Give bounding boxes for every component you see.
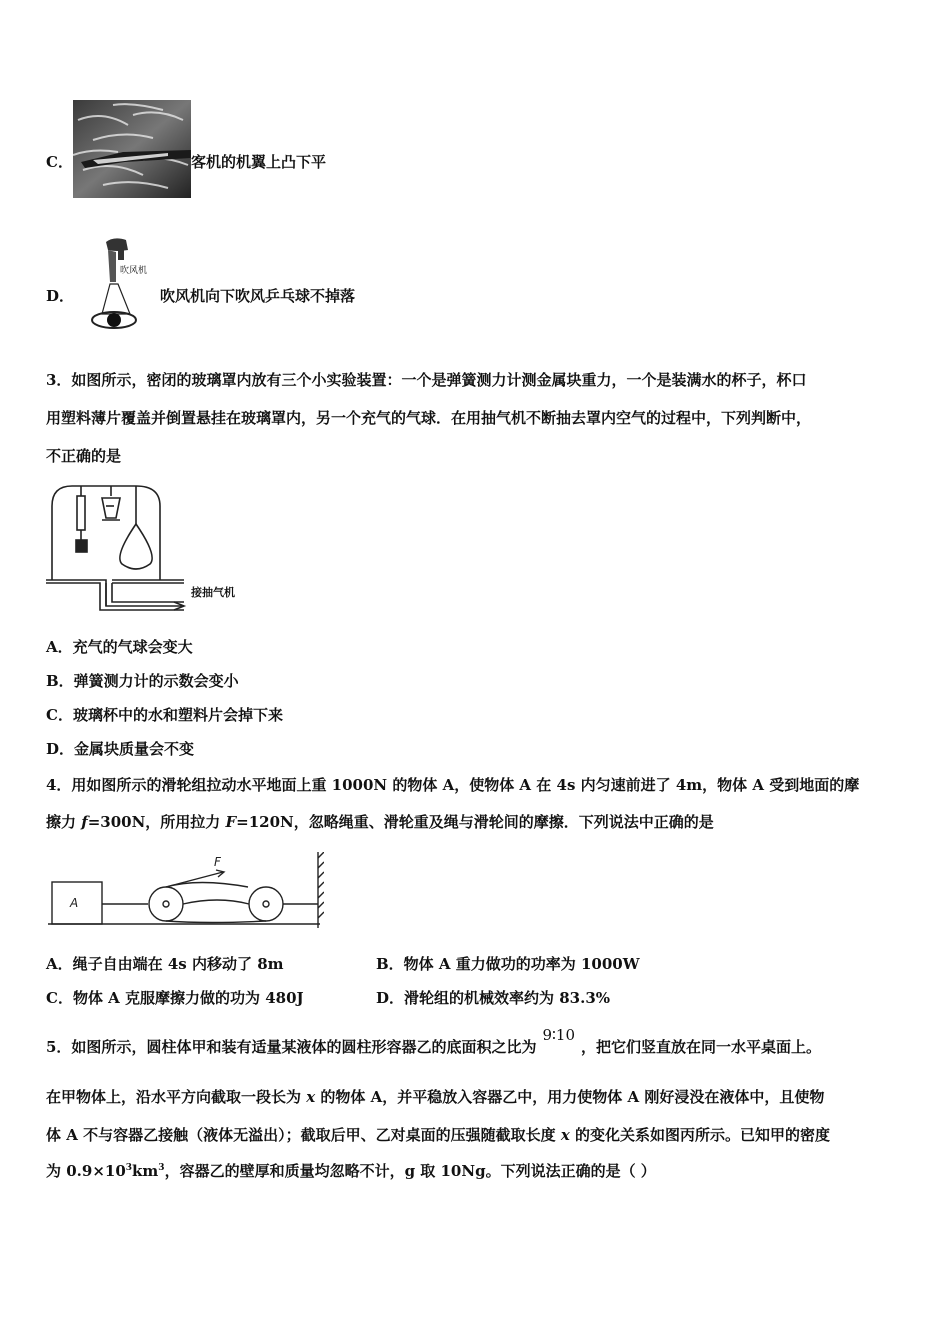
q3-option-a: A．充气的气球会变大 [46, 638, 193, 656]
q3-option-b: B．弹簧测力计的示数会变小 [46, 672, 239, 690]
q4-option-a: A．绳子自由端在 4s 内移动了 8m [46, 955, 284, 973]
q4-figure-pulley [48, 852, 324, 932]
q4-stem-line1: 4．用如图所示的滑轮组拉动水平地面上重 1000N 的物体 A，使物体 A 在 4s 内匀速前进了 4m，物体 A 受到地面的摩 [46, 776, 860, 794]
q4-option-b: B．物体 A 重力做功的功率为 1000W [376, 955, 640, 973]
q4-option-d: D．滑轮组的机械效率约为 83.3% [376, 989, 611, 1007]
hair-dryer-label: 吹风机 [120, 266, 148, 276]
var-F: F [225, 813, 237, 831]
hair-dryer-icon [84, 236, 156, 332]
hair-dryer-figure [84, 236, 156, 332]
q5-line1-post: ，把它们竖直放在同一水平桌面上。 [581, 1038, 822, 1056]
q5-stem-line2: 在甲物体上，沿水平方向截取一段长为 x 的物体 A，并平稳放入容器乙中，用力使物体 A 刚好浸没在液体中，且使物 [46, 1088, 825, 1106]
pulley-system-diagram [48, 852, 324, 932]
var-x: x [560, 1126, 570, 1144]
q3-stem-line1: 3．如图所示，密闭的玻璃罩内放有三个小实验装置：一个是弹簧测力计测金属块重力，一个是装满水的杯子，杯口 [46, 371, 807, 389]
block-a-label: A [70, 896, 79, 910]
option-text: 吹风机向下吹风乒乓球不掉落 [160, 287, 356, 305]
q3-stem-line3: 不正确的是 [46, 447, 122, 465]
q3-option-d: D．金属块质量会不变 [46, 740, 195, 758]
airplane-wing-image [73, 100, 191, 198]
option-letter: C． [46, 153, 73, 171]
q4-line2-pre: 擦力 [46, 813, 82, 831]
var-x: x [306, 1088, 316, 1106]
q2-option-d [0, 234, 950, 334]
q5-stem-line1 [46, 1026, 822, 1057]
q4-option-c: C．物体 A 克服摩擦力做的功为 480J [46, 989, 304, 1007]
option-letter: D． [46, 287, 75, 305]
q3-option-c: C．玻璃杯中的水和塑料片会掉下来 [46, 706, 283, 724]
force-label: F [214, 855, 221, 869]
q5-stem-line3: 体 A 不与容器乙接触（液体无溢出）；截取后甲、乙对桌面的压强随截取长度 x 的变化关系如图丙所示。已知甲的密度 [46, 1126, 830, 1144]
airplane-wing-photo [73, 100, 191, 198]
q5-line1-pre: 5．如图所示，圆柱体甲和装有适量某液体的圆柱形容器乙的底面积之比为 [46, 1038, 537, 1056]
q4-line2-mid: =300N，所用拉力 [87, 813, 226, 831]
vacuum-pump-label: 接抽气机 [191, 586, 235, 599]
option-text: 客机的机翼上凸下平 [191, 153, 327, 171]
var-f: f [81, 813, 88, 831]
area-ratio: 9∶10 [542, 1026, 575, 1044]
q3-stem-line2: 用塑料薄片覆盖并倒置悬挂在玻璃罩内，另一个充气的气球．在用抽气机不断抽去罩内空气的过程中，下列判断中， [46, 409, 812, 427]
q4-line2-post: =120N，忽略绳重、滑轮重及绳与滑轮间的摩擦．下列说法中正确的是 [236, 813, 714, 831]
q2-option-c [0, 96, 950, 200]
q4-stem-line2 [46, 811, 714, 832]
q5-stem-line4: 为 $0.9\times 10^3km^3$，容器乙的壁厚和质量均忽略不计，g 取 10Ng。下列说法正确的是（ ） [46, 1162, 656, 1180]
q3-figure-bell-jar [44, 484, 254, 612]
